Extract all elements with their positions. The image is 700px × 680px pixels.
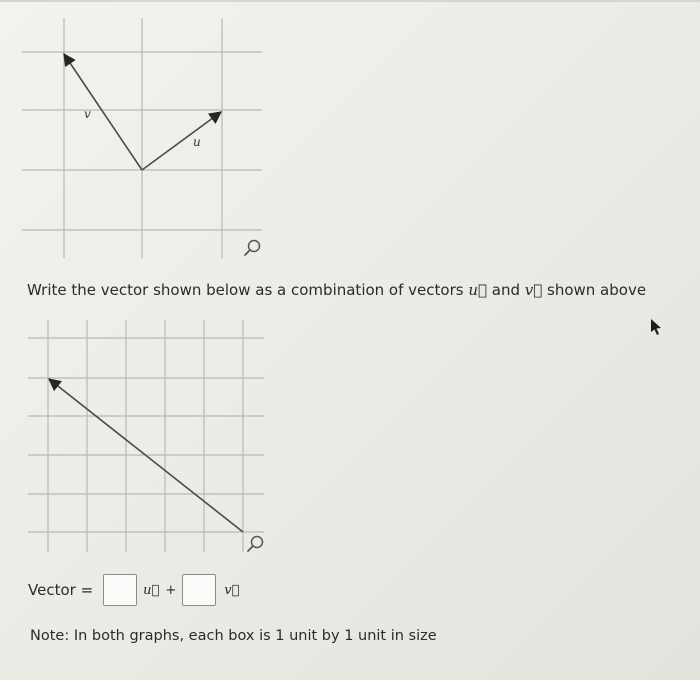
prompt-text-end: shown above xyxy=(542,281,647,299)
answer-row xyxy=(28,572,239,608)
unit-note: Note: In both graphs, each box is 1 unit by 1 unit in size xyxy=(30,628,437,644)
vector-v-arrow xyxy=(64,54,142,170)
answer-u-symbol: u⃗ xyxy=(143,582,160,598)
u-coefficient-input[interactable] xyxy=(103,574,137,606)
vector-v-label: v xyxy=(84,107,91,121)
answer-v-symbol: v⃗ xyxy=(224,582,240,598)
graph-target-vector xyxy=(0,312,700,562)
prompt-text-start: Write the vector shown below as a combination of vectors xyxy=(27,281,469,299)
vector-u-arrow xyxy=(142,112,221,170)
prompt-v-symbol: v⃗ xyxy=(524,281,543,299)
question-prompt xyxy=(27,281,646,299)
plus-sign: + xyxy=(165,582,177,598)
prompt-text-middle: and xyxy=(487,281,525,299)
magnifier-icon[interactable] xyxy=(248,537,263,552)
magnifier-icon[interactable] xyxy=(245,241,260,256)
graph1-grid xyxy=(22,18,262,258)
vector-u-label: u xyxy=(193,135,201,149)
prompt-u-symbol: u⃗ xyxy=(468,281,487,299)
v-coefficient-input[interactable] xyxy=(182,574,216,606)
graph2-grid xyxy=(28,320,264,552)
graph-vectors-u-v xyxy=(0,0,700,270)
vector-label: Vector = xyxy=(28,581,94,599)
